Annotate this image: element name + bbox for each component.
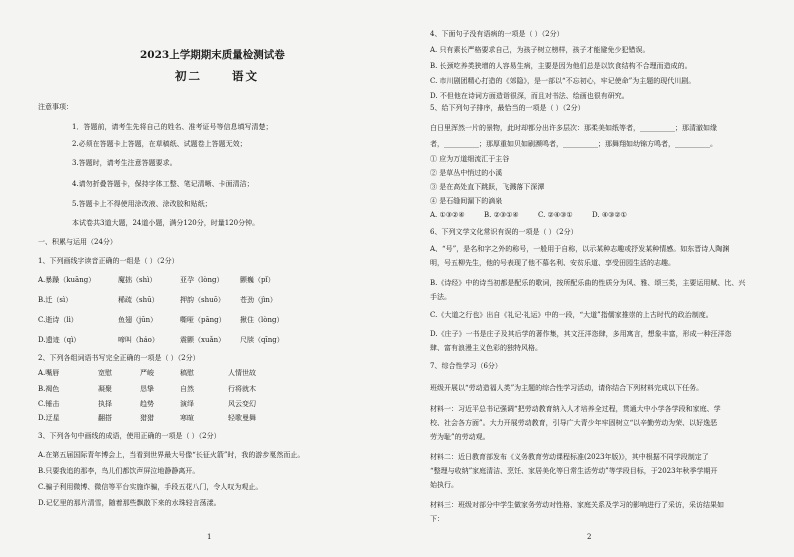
option-cell: 稀疏（shū） <box>118 296 159 304</box>
q4-option: A. 只有素长严格要求自己，为孩子树立榜样，孩子才能避免少犯错误。 <box>430 46 650 54</box>
notice-item: 3.答题时，请考生注意答题要求。 <box>72 159 177 167</box>
q5-item: ① 应为万道细流汇于主谷 <box>430 155 510 163</box>
q6-option-line: 肆、富有浪漫主义色彩的独特风格。 <box>430 344 542 352</box>
option-cell: 震颤（xuǎn） <box>180 336 226 344</box>
word-cell: 趋势 <box>140 400 154 408</box>
word-cell: 轻歌曼舞 <box>228 414 256 422</box>
page-number: 2 <box>587 533 592 541</box>
notice-item: 本试卷共3道大题，24道小题，满分120分，时量120分钟。 <box>72 219 260 227</box>
question-7: 7、综合性学习（6分） <box>430 362 502 370</box>
word-cell: D.迂星 <box>38 414 60 422</box>
exam-title: 2023上学期期末质量检测试卷 <box>140 49 285 61</box>
q6-option-line: 明，号五柳先生，他的号表现了他不慕名利、安贫乐道、享受田园生活的志趣。 <box>430 259 675 267</box>
material-line: 材料二：近日教育部发布《义务教育劳动课程标准(2023年版)》，其中根据不同学段制定了 <box>430 453 709 461</box>
question-5: 5、给下列句子排序，最恰当的一项是（ ）（2分） <box>430 104 585 112</box>
q5-choice: A. ①③②④ <box>430 211 465 219</box>
q7-intro: 班级开展以“劳动造福人类”为主题的综合性学习活动，请你结合下列材料完成以下任务。 <box>430 384 704 392</box>
option-cell: 鱼翅（jūn） <box>118 316 158 324</box>
option-cell: C.逝诗（lì） <box>38 316 78 324</box>
option-cell: 啼叫（háo） <box>118 336 159 344</box>
word-cell: 自然 <box>180 385 194 393</box>
material-line: 校、社会各方面”。大力开展劳动教育，引导广大青少年牢固树立“以辛勤劳动为荣、以好逸恶 <box>430 419 718 427</box>
word-cell: C.锤击 <box>38 400 60 408</box>
q5-choice: D. ④③②① <box>592 211 627 219</box>
question-1: 1、下列画线字读音正确的一组是（ ）（2分） <box>38 257 179 265</box>
notice-item: 2.必须在答题卡上答题，在草稿纸、试题卷上答题无效； <box>72 140 247 148</box>
option-cell: 亚孕（lòng） <box>180 276 224 284</box>
material-line: “整理与收纳”家庭清洁、烹饪、家居美化等日常生活劳动”等学段目标，于2023年秋季学期开 <box>430 467 718 475</box>
word-cell: 人情世故 <box>228 369 256 377</box>
q5-passage-line: 白日里浑然一片的景物，此时却都分出许多层次：那柔美如纸等者，__________；那清澈如缘 <box>430 124 717 132</box>
word-cell: 翻搭 <box>98 414 112 422</box>
word-cell: 演绎 <box>180 400 194 408</box>
notice-heading: 注意事项： <box>38 103 73 111</box>
notice-item: 4.请勿折叠答题卡，保持字体工整、笔记清晰、卡面清洁； <box>72 180 254 188</box>
word-cell: 执择 <box>98 400 112 408</box>
word-cell: 猎猎 <box>140 414 154 422</box>
material-line: 劳为耻”的劳动观。 <box>430 433 490 441</box>
material-line: 材料三：班级对部分中学生做家务劳动对性格、家庭关系及学习的影响进行了采访，采访结果如 <box>430 501 724 509</box>
word-cell: 恳挚 <box>140 385 154 393</box>
q3-option: A.在第五届国际青年博会上，当看到世界最大号像“长征火箭”时，我的游步戛然而止。 <box>38 451 305 459</box>
section-heading: 一、积累与运用（24分） <box>38 238 117 246</box>
q5-item: ③ 是在高处直下跳跃，飞溅落下深潭 <box>430 183 545 191</box>
word-cell: 寒暄 <box>180 414 194 422</box>
q3-option: C.骗子利用微博、微信等平台实施诈骗，手段五花八门，令人叹为观止。 <box>38 483 263 491</box>
option-cell: B.迁（sì） <box>38 296 73 304</box>
material-line: 始执行。 <box>430 481 458 489</box>
q6-option-line: A、“号”，是名和字之外的称号，一般用于自称，以示某种志趣或抒发某种情感。如东晋诗人陶渊 <box>430 245 730 253</box>
word-cell: 行将就木 <box>228 385 256 393</box>
grade-label: 初二 <box>175 69 202 83</box>
material-line: 材料一：习近平总书记强调“把劳动教育纳入人才培养全过程，贯通大中小学各学段和家庭、学 <box>430 405 721 413</box>
question-2: 2、下列各组词语书写完全正确的一项是（ ）（2分） <box>38 354 200 362</box>
q6-option-line: 手法。 <box>430 293 451 301</box>
option-cell: 颤巍（pǐ） <box>240 276 275 284</box>
word-cell: A.嘴唇 <box>38 369 60 377</box>
option-cell: D.遗迹（qì） <box>38 336 81 344</box>
option-cell: 揪住（lòng） <box>240 316 284 324</box>
q5-passage-line: 者，__________；那厚重如贝如刷濒鸣者，__________；那舞翔如幼锦方鸣者，__________。 <box>430 140 717 148</box>
material-line: 下： <box>430 515 444 523</box>
q3-option: D.记忆里的那片清雪，随着那些飘散下来的水珠轻言荡漾。 <box>38 499 221 507</box>
notice-item: 1．答题前，请考生先将自己的姓名、准考证号等信息填写清楚； <box>72 123 273 131</box>
option-cell: A.暴躁（kuāng） <box>38 276 96 284</box>
word-cell: 严峻 <box>140 369 154 377</box>
q5-choice: B. ②③①④ <box>484 211 519 219</box>
option-cell: 苍劲（jìn） <box>240 296 277 304</box>
word-cell: 凝聚 <box>98 385 112 393</box>
page-number: 1 <box>207 533 212 541</box>
q4-option: D. 不但他在诗词方面造诣很深，而且对书法、绘画也很有研究。 <box>430 92 629 100</box>
question-3: 3、下列各句中画线的成语，使用正确的一项是（ ）（2分） <box>38 432 221 440</box>
word-cell: B.褐色 <box>38 385 60 393</box>
subject-label: 语文 <box>232 69 259 83</box>
q6-option-line: D.《庄子》一书是庄子及其后学的著作集，其文汪洋恣肆，多用寓言，想象丰富，形成一种汪洋恣 <box>430 330 732 338</box>
q3-option: B.只要我追的那李，鸟儿们都饮声屏泣地静静离开。 <box>38 467 200 475</box>
question-6: 6、下列文学文化常识有误的一项是（ ）（2分） <box>430 228 578 236</box>
q5-item: ② 是草丛中悄过的小溪 <box>430 169 503 177</box>
option-cell: 押韵（shuō） <box>180 296 225 304</box>
q5-choice: C. ②④③① <box>538 211 573 219</box>
q6-option-line: C.《大道之行也》出自《礼记·礼运》中的一段，“大道”指儒家推崇的上古时代的政治制度。 <box>430 311 713 319</box>
question-4: 4、下面句子没有语病的一项是（ ）（2分） <box>430 30 564 38</box>
option-cell: 嘶哑（pāng） <box>180 316 226 324</box>
q5-item: ④ 是石缝间漏下的滴泉 <box>430 197 503 205</box>
q6-option-line: B.《诗经》中的诗当初都是配乐的歌词，按所配乐曲的性质分为风、雅、颂三类，主要运用赋、比、兴 <box>430 279 746 287</box>
option-cell: 魔拙（shì） <box>118 276 157 284</box>
notice-item: 5.答题卡上不得使用涂改液、涂改胶和贴纸； <box>72 200 212 208</box>
word-cell: 稿慰 <box>180 369 194 377</box>
word-cell: 风云变幻 <box>228 400 256 408</box>
word-cell: 宽慰 <box>98 369 112 377</box>
q4-option: B. 长颈吃养类狭增的人容易生病，主要是因为他们总是以饮食结构不合理而造成的。 <box>430 62 692 70</box>
option-cell: 尺牍（qīng） <box>240 336 284 344</box>
right-page <box>397 0 794 557</box>
q4-option: C. 市川剧团精心打造的《郊隐》，是一部以“不忘初心，牢记使命”为主题的现代川剧。 <box>430 77 696 85</box>
